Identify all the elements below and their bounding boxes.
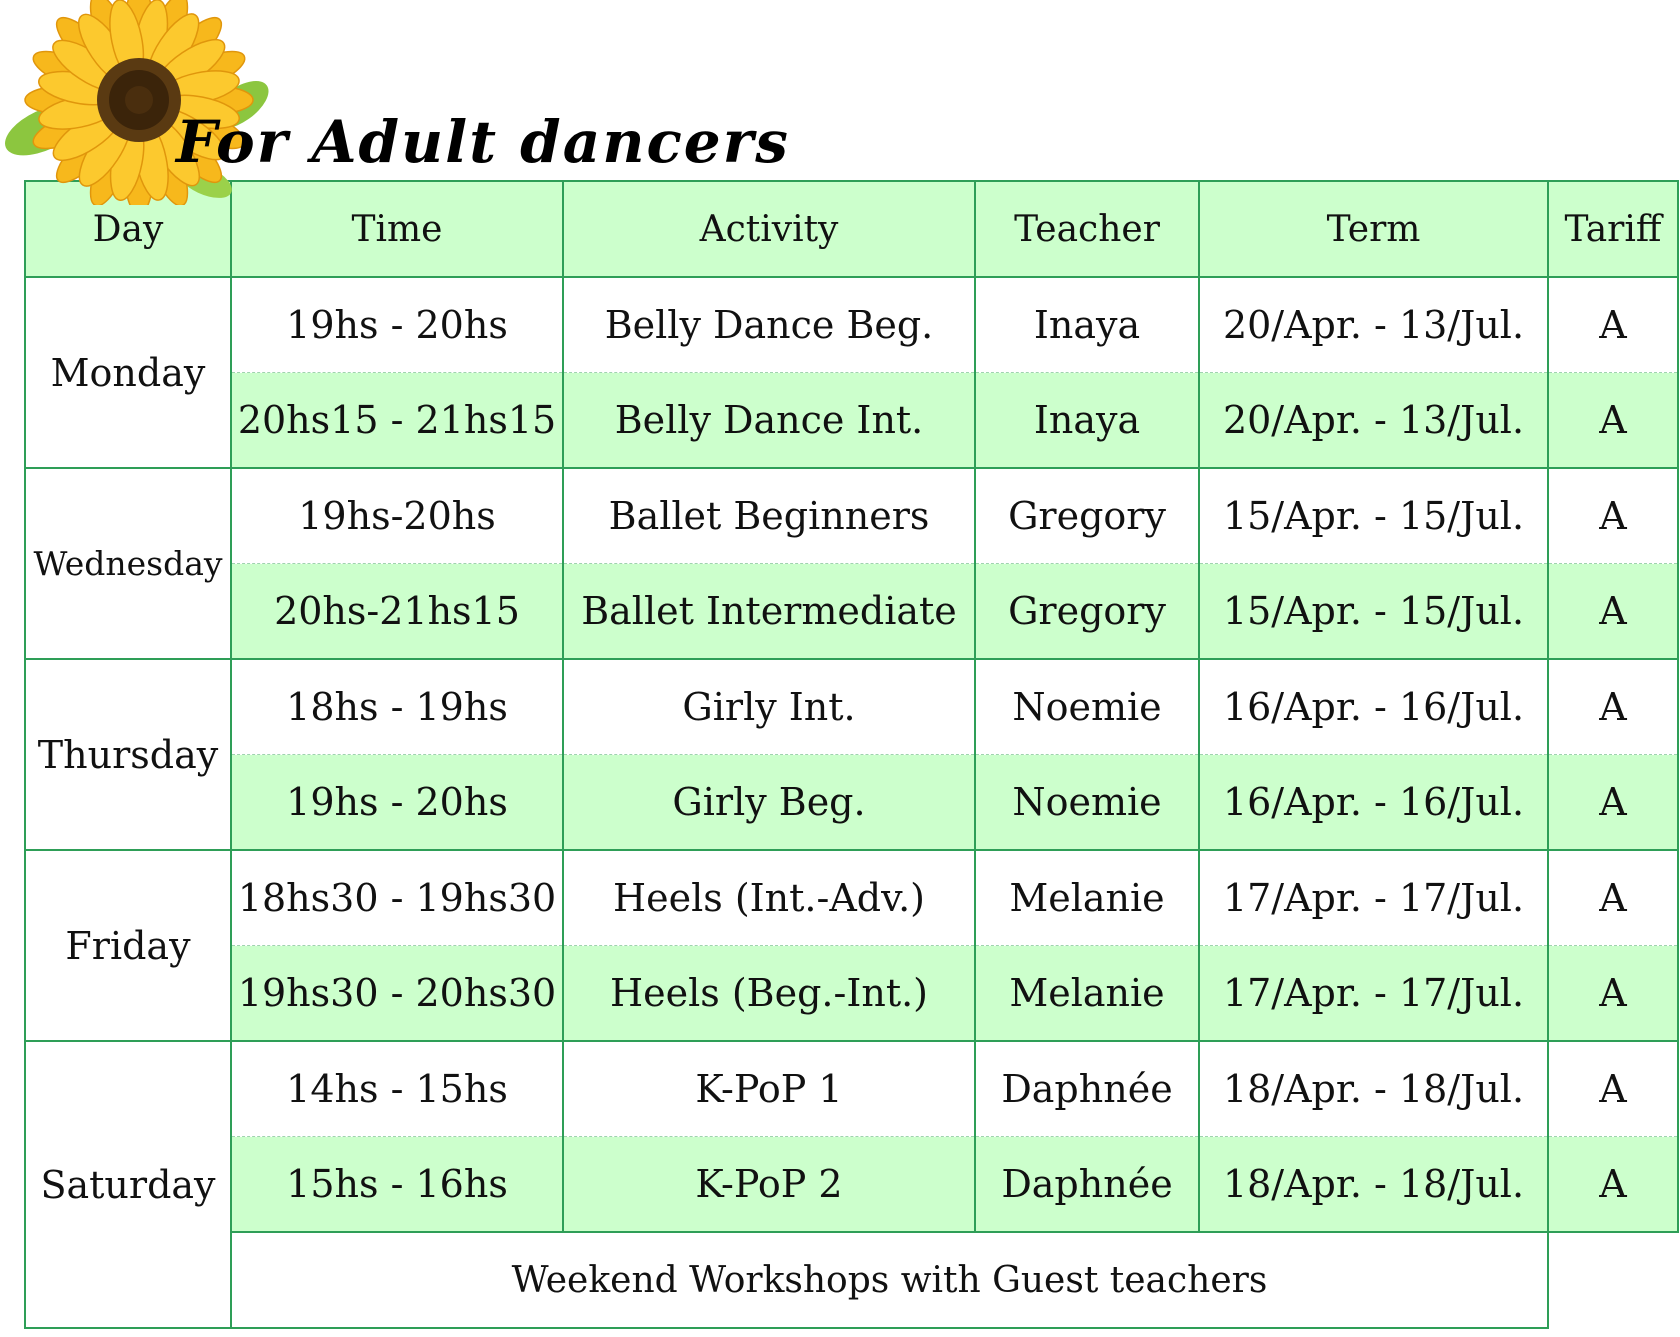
activity-cell: Girly Int.	[563, 659, 975, 755]
teacher-cell: Gregory	[975, 564, 1199, 660]
term-cell: 18/Apr. - 18/Jul.	[1199, 1041, 1548, 1137]
table-row	[25, 1137, 1678, 1233]
activity-cell: Belly Dance Beg.	[563, 277, 975, 373]
time-cell: 19hs - 20hs	[231, 277, 563, 373]
day-cell: Friday	[25, 850, 231, 1041]
tariff-cell: A	[1548, 850, 1678, 946]
day-cell: Wednesday	[25, 468, 231, 659]
term-cell: 17/Apr. - 17/Jul.	[1199, 946, 1548, 1042]
term-cell: 15/Apr. - 15/Jul.	[1199, 468, 1548, 564]
term-cell: 15/Apr. - 15/Jul.	[1199, 564, 1548, 660]
time-cell: 14hs - 15hs	[231, 1041, 563, 1137]
tariff-cell: A	[1548, 1137, 1678, 1233]
activity-cell: Heels (Int.-Adv.)	[563, 850, 975, 946]
activity-cell: Heels (Beg.-Int.)	[563, 946, 975, 1042]
time-cell: 19hs - 20hs	[231, 755, 563, 851]
table-row	[25, 277, 1678, 373]
day-cell: Thursday	[25, 659, 231, 850]
tariff-cell: A	[1548, 755, 1678, 851]
table-row	[25, 755, 1678, 851]
teacher-cell: Melanie	[975, 850, 1199, 946]
teacher-cell: Melanie	[975, 946, 1199, 1042]
table-row	[25, 659, 1678, 755]
workshop-row	[25, 1232, 1678, 1328]
term-cell: 17/Apr. - 17/Jul.	[1199, 850, 1548, 946]
time-cell: 19hs-20hs	[231, 468, 563, 564]
table-row	[25, 373, 1678, 469]
activity-cell: Belly Dance Int.	[563, 373, 975, 469]
header-time: Time	[231, 181, 563, 277]
time-cell: 15hs - 16hs	[231, 1137, 563, 1233]
time-cell: 18hs30 - 19hs30	[231, 850, 563, 946]
header-tariff: Tariff	[1548, 181, 1678, 277]
time-cell: 18hs - 19hs	[231, 659, 563, 755]
teacher-cell: Inaya	[975, 277, 1199, 373]
table-row	[25, 468, 1678, 564]
table-row	[25, 564, 1678, 660]
header-activity: Activity	[563, 181, 975, 277]
header-teacher: Teacher	[975, 181, 1199, 277]
table-row	[25, 1041, 1678, 1137]
day-cell: Monday	[25, 277, 231, 468]
teacher-cell: Noemie	[975, 659, 1199, 755]
activity-cell: Girly Beg.	[563, 755, 975, 851]
table-row	[25, 946, 1678, 1042]
term-cell: 16/Apr. - 16/Jul.	[1199, 659, 1548, 755]
workshop-note: Weekend Workshops with Guest teachers	[231, 1232, 1548, 1328]
header-day: Day	[25, 181, 231, 277]
time-cell: 19hs30 - 20hs30	[231, 946, 563, 1042]
empty-cell	[1548, 1232, 1678, 1328]
day-cell: Saturday	[25, 1041, 231, 1328]
header-term: Term	[1199, 181, 1548, 277]
activity-cell: Ballet Beginners	[563, 468, 975, 564]
tariff-cell: A	[1548, 277, 1678, 373]
tariff-cell: A	[1548, 659, 1678, 755]
tariff-cell: A	[1548, 468, 1678, 564]
tariff-cell: A	[1548, 1041, 1678, 1137]
term-cell: 20/Apr. - 13/Jul.	[1199, 373, 1548, 469]
term-cell: 16/Apr. - 16/Jul.	[1199, 755, 1548, 851]
teacher-cell: Inaya	[975, 373, 1199, 469]
teacher-cell: Gregory	[975, 468, 1199, 564]
term-cell: 20/Apr. - 13/Jul.	[1199, 277, 1548, 373]
schedule-table	[24, 180, 1679, 1329]
time-cell: 20hs-21hs15	[231, 564, 563, 660]
activity-cell: Ballet Intermediate	[563, 564, 975, 660]
teacher-cell: Daphnée	[975, 1041, 1199, 1137]
table-row	[25, 850, 1678, 946]
tariff-cell: A	[1548, 373, 1678, 469]
teacher-cell: Noemie	[975, 755, 1199, 851]
page-title: For Adult dancers	[176, 108, 790, 176]
activity-cell: K-PoP 1	[563, 1041, 975, 1137]
tariff-cell: A	[1548, 946, 1678, 1042]
term-cell: 18/Apr. - 18/Jul.	[1199, 1137, 1548, 1233]
time-cell: 20hs15 - 21hs15	[231, 373, 563, 469]
activity-cell: K-PoP 2	[563, 1137, 975, 1233]
tariff-cell: A	[1548, 564, 1678, 660]
teacher-cell: Daphnée	[975, 1137, 1199, 1233]
